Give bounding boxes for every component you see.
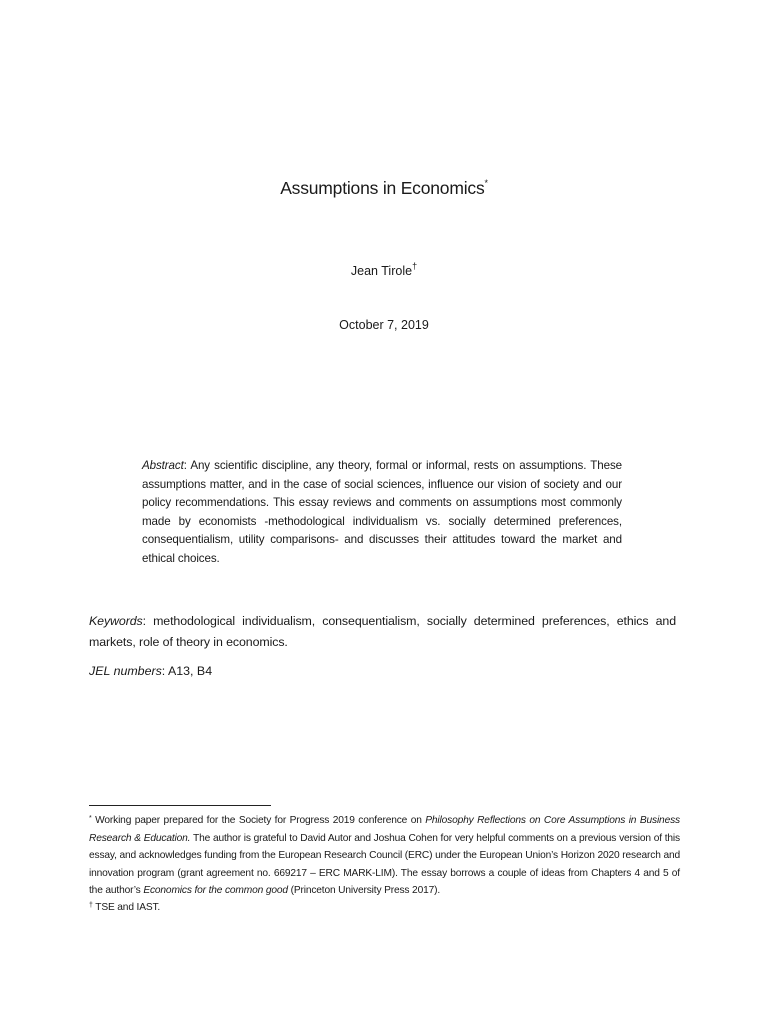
author-name: Jean Tirole <box>350 264 413 279</box>
keywords-label: Keywords <box>89 614 143 628</box>
author-footnote-mark: † <box>412 261 418 271</box>
paper-title <box>0 178 768 199</box>
footnote-divider <box>89 805 271 806</box>
paper-date: October 7, 2019 <box>339 318 429 332</box>
abstract-sep: : <box>183 459 187 472</box>
footnote-1-conference-title: Philosophy Reflections on Core Assumptions in Business Research & Education. <box>89 815 680 845</box>
footnote-1-part3: (Princeton University Press 2017). <box>287 884 441 896</box>
jel-sep: : <box>161 664 166 678</box>
jel-block <box>89 664 212 678</box>
title-footnote-mark: * <box>484 178 488 189</box>
keywords-sep: : <box>142 614 146 628</box>
abstract-text: Any scientific discipline, any theory, formal or informal, rests on assumptions. These assumptions matter, and in the case of social sciences, influence our vision of society and our policy recommendations. This essay reviews and comments on assumptions most commonly made by economists -methodological individualism vs. socially determined preferences, consequentialism, utility comparisons- and discusses their attitudes toward the market and ethical choices. <box>142 459 622 565</box>
footnote-2 <box>89 899 680 917</box>
footnote-2-mark: † <box>89 902 93 910</box>
footnote-1 <box>89 812 680 899</box>
title-text: Assumptions in Economics <box>280 178 485 198</box>
keywords-text: methodological individualism, consequentialism, socially determined preferences, ethics and markets, role of theory in economics. <box>89 614 676 649</box>
abstract-block <box>142 457 622 569</box>
jel-text: A13, B4 <box>165 664 213 678</box>
footnote-1-mark: * <box>89 815 92 822</box>
footnote-1-part1: Working paper prepared for the Society for Progress 2019 conference on <box>91 815 426 826</box>
footnotes <box>89 812 680 917</box>
keywords-block <box>89 611 676 653</box>
abstract-label: Abstract <box>142 459 184 472</box>
author-line <box>0 262 768 278</box>
jel-label: JEL numbers <box>89 664 162 678</box>
footnote-2-text: TSE and IAST. <box>92 902 161 914</box>
footnote-1-part2: The author is grateful to David Autor and Joshua Cohen for very helpful comments on a previous version of this essay, and acknowledges funding from the European Research Council (ERC) under the European Union’s Horizon 2020 research and innovation program (grant agreement no. 669217 – ERC MARK-LIM). The essay borrows a couple of ideas from Chapters 4 and 5 of the author’s <box>89 833 680 896</box>
footnote-1-book-title: Economics for the common good <box>143 884 288 896</box>
